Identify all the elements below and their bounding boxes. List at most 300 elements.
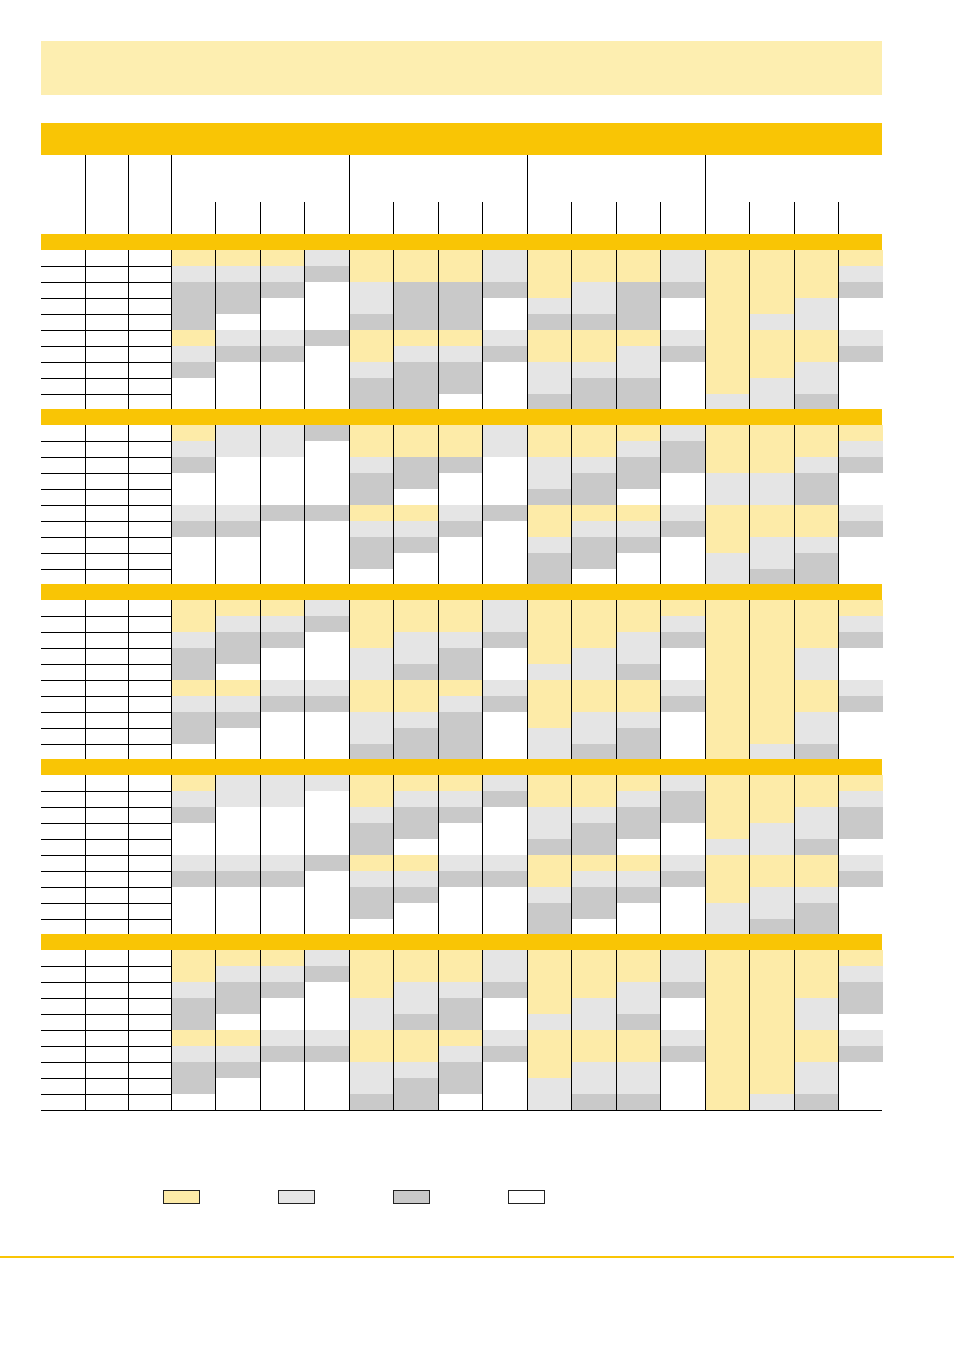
table-cell: [527, 537, 572, 553]
table-cell: [216, 887, 261, 903]
table-cell: [527, 966, 572, 982]
header-divider: [527, 155, 528, 234]
table-cell: [349, 823, 394, 839]
table-cell: [661, 1014, 706, 1030]
table-cell: [483, 537, 528, 553]
table-cell: [394, 457, 439, 473]
table-cell: [527, 855, 572, 871]
table-cell: [616, 871, 661, 887]
table-cell: [616, 330, 661, 346]
table-cell: [349, 919, 394, 935]
table-cell: [216, 839, 261, 855]
table-cell: [305, 1046, 350, 1062]
table-cell: [661, 346, 706, 362]
table-cell: [349, 553, 394, 569]
table-cell: [839, 1094, 884, 1110]
table-cell: [750, 1030, 795, 1046]
header-divider: [171, 155, 172, 234]
table-cell: [661, 266, 706, 282]
table-cell: [839, 394, 884, 410]
column-divider: [128, 250, 129, 410]
table-cell: [171, 473, 216, 489]
table-cell: [438, 473, 483, 489]
table-cell: [171, 775, 216, 791]
table-cell: [394, 1046, 439, 1062]
table-cell: [394, 330, 439, 346]
table-cell: [794, 553, 839, 569]
table-cell: [260, 1030, 305, 1046]
table-cell: [171, 632, 216, 648]
table-cell: [394, 553, 439, 569]
table-cell: [394, 346, 439, 362]
table-cell: [750, 553, 795, 569]
table-cell: [750, 1046, 795, 1062]
table-cell: [794, 1014, 839, 1030]
table-cell: [839, 1078, 884, 1094]
table-cell: [305, 950, 350, 966]
table-cell: [527, 616, 572, 632]
table-cell: [794, 457, 839, 473]
table-cell: [216, 1062, 261, 1078]
table-cell: [794, 1062, 839, 1078]
table-cell: [216, 871, 261, 887]
table-cell: [260, 855, 305, 871]
table-cell: [572, 1046, 617, 1062]
table-cell: [438, 887, 483, 903]
table-cell: [750, 966, 795, 982]
column-divider: [85, 250, 86, 410]
table-cell: [705, 298, 750, 314]
table-cell: [483, 457, 528, 473]
table-cell: [705, 887, 750, 903]
table-cell: [171, 441, 216, 457]
table-cell: [216, 950, 261, 966]
table-cell: [661, 505, 706, 521]
table-cell: [394, 887, 439, 903]
table-cell: [705, 250, 750, 266]
table-cell: [572, 839, 617, 855]
table-cell: [750, 887, 795, 903]
table-cell: [705, 807, 750, 823]
table-cell: [839, 791, 884, 807]
table-cell: [705, 362, 750, 378]
table-cell: [839, 966, 884, 982]
table-cell: [305, 823, 350, 839]
table-cell: [438, 950, 483, 966]
table-cell: [438, 839, 483, 855]
table-cell: [349, 903, 394, 919]
table-cell: [616, 569, 661, 585]
table-cell: [483, 998, 528, 1014]
table-cell: [527, 346, 572, 362]
title-banner: [41, 41, 882, 95]
table-cell: [839, 998, 884, 1014]
table-cell: [616, 903, 661, 919]
table-cell: [527, 473, 572, 489]
table-cell: [394, 282, 439, 298]
table-cell: [260, 330, 305, 346]
table-cell: [839, 982, 884, 998]
table-cell: [572, 632, 617, 648]
table-cell: [260, 744, 305, 760]
header-subdivider: [660, 202, 661, 234]
table-cell: [171, 425, 216, 441]
header-subdivider: [794, 202, 795, 234]
table-cell: [794, 839, 839, 855]
table-cell: [705, 982, 750, 998]
table-cell: [171, 537, 216, 553]
table-cell: [260, 473, 305, 489]
table-cell: [616, 1014, 661, 1030]
table-cell: [260, 521, 305, 537]
table-cell: [216, 489, 261, 505]
table-cell: [438, 791, 483, 807]
table-cell: [349, 521, 394, 537]
table-cell: [438, 998, 483, 1014]
table-cell: [171, 712, 216, 728]
table-cell: [438, 744, 483, 760]
table-cell: [794, 425, 839, 441]
table-cell: [216, 473, 261, 489]
table-cell: [527, 648, 572, 664]
table-cell: [661, 1046, 706, 1062]
table-cell: [616, 362, 661, 378]
table-cell: [305, 537, 350, 553]
table-cell: [438, 966, 483, 982]
table-cell: [794, 728, 839, 744]
table-cell: [260, 425, 305, 441]
table-cell: [616, 537, 661, 553]
table-cell: [305, 1062, 350, 1078]
table-cell: [616, 648, 661, 664]
table-cell: [572, 728, 617, 744]
table-cell: [616, 266, 661, 282]
table-cell: [216, 521, 261, 537]
table-cell: [705, 1062, 750, 1078]
table-cell: [349, 505, 394, 521]
table-cell: [572, 966, 617, 982]
table-cell: [661, 807, 706, 823]
table-cell: [260, 537, 305, 553]
table-cell: [616, 489, 661, 505]
table-cell: [705, 696, 750, 712]
table-cell: [260, 664, 305, 680]
table-cell: [438, 982, 483, 998]
table-cell: [305, 839, 350, 855]
table-cell: [572, 871, 617, 887]
table-cell: [839, 457, 884, 473]
table-cell: [260, 775, 305, 791]
table-cell: [394, 600, 439, 616]
table-cell: [839, 680, 884, 696]
table-cell: [305, 807, 350, 823]
table-cell: [839, 314, 884, 330]
table-cell: [616, 298, 661, 314]
table-cell: [661, 728, 706, 744]
table-cell: [349, 314, 394, 330]
table-cell: [394, 489, 439, 505]
table-cell: [483, 489, 528, 505]
table-cell: [483, 362, 528, 378]
table-cell: [438, 1030, 483, 1046]
table-cell: [750, 680, 795, 696]
table-cell: [305, 982, 350, 998]
table-cell: [216, 394, 261, 410]
header-divider: [85, 155, 86, 234]
table-cell: [260, 887, 305, 903]
table-cell: [171, 903, 216, 919]
table-cell: [394, 616, 439, 632]
table-cell: [839, 648, 884, 664]
table-cell: [216, 346, 261, 362]
table-cell: [483, 250, 528, 266]
table-cell: [260, 457, 305, 473]
table-cell: [216, 569, 261, 585]
table-cell: [527, 871, 572, 887]
table-cell: [527, 521, 572, 537]
table-cell: [394, 775, 439, 791]
legend-yellow-swatch: [163, 1190, 200, 1204]
table-cell: [572, 362, 617, 378]
column-divider: [128, 950, 129, 1110]
table-cell: [616, 712, 661, 728]
table-cell: [483, 1030, 528, 1046]
table-cell: [705, 1014, 750, 1030]
table-cell: [527, 903, 572, 919]
table-cell: [394, 791, 439, 807]
table-cell: [750, 998, 795, 1014]
table-cell: [171, 680, 216, 696]
table-cell: [438, 378, 483, 394]
table-cell: [661, 855, 706, 871]
table-cell: [260, 982, 305, 998]
table-cell: [260, 362, 305, 378]
table-cell: [705, 537, 750, 553]
table-cell: [750, 919, 795, 935]
table-cell: [438, 1078, 483, 1094]
table-cell: [661, 1062, 706, 1078]
table-cell: [616, 521, 661, 537]
table-cell: [705, 728, 750, 744]
table-cell: [794, 919, 839, 935]
table-cell: [750, 648, 795, 664]
table-cell: [438, 537, 483, 553]
table-cell: [483, 632, 528, 648]
table-cell: [794, 346, 839, 362]
table-cell: [750, 330, 795, 346]
table-cell: [260, 569, 305, 585]
table-cell: [705, 425, 750, 441]
table-cell: [616, 473, 661, 489]
table-cell: [616, 394, 661, 410]
table-cell: [171, 330, 216, 346]
table-cell: [572, 887, 617, 903]
header-subdivider: [304, 202, 305, 234]
table-cell: [394, 314, 439, 330]
table-cell: [794, 282, 839, 298]
table-cell: [438, 871, 483, 887]
table-cell: [171, 266, 216, 282]
table-cell: [394, 919, 439, 935]
table-cell: [616, 982, 661, 998]
table-cell: [661, 616, 706, 632]
table-cell: [750, 1062, 795, 1078]
table-cell: [171, 616, 216, 632]
table-cell: [527, 378, 572, 394]
table-cell: [305, 553, 350, 569]
table-cell: [572, 616, 617, 632]
table-cell: [661, 950, 706, 966]
table-cell: [305, 791, 350, 807]
table-cell: [171, 505, 216, 521]
table-cell: [349, 1014, 394, 1030]
table-cell: [438, 632, 483, 648]
table-cell: [572, 1030, 617, 1046]
section-bar: [41, 584, 882, 600]
table-cell: [394, 250, 439, 266]
table-cell: [171, 394, 216, 410]
table-cell: [572, 1062, 617, 1078]
table-cell: [394, 696, 439, 712]
table-cell: [216, 314, 261, 330]
table-cell: [438, 425, 483, 441]
table-cell: [572, 903, 617, 919]
table-cell: [572, 712, 617, 728]
table-cell: [572, 791, 617, 807]
table-cell: [750, 855, 795, 871]
table-cell: [483, 807, 528, 823]
table-cell: [349, 728, 394, 744]
table-cell: [572, 378, 617, 394]
table-cell: [305, 266, 350, 282]
table-cell: [216, 712, 261, 728]
table-cell: [750, 1078, 795, 1094]
table-cell: [705, 664, 750, 680]
table-cell: [616, 998, 661, 1014]
table-cell: [394, 1078, 439, 1094]
table-cell: [705, 569, 750, 585]
table-cell: [616, 1062, 661, 1078]
table-cell: [171, 1094, 216, 1110]
legend-light-gray-swatch: [278, 1190, 315, 1204]
table-cell: [794, 521, 839, 537]
table-cell: [171, 728, 216, 744]
table-cell: [572, 394, 617, 410]
table-cell: [572, 346, 617, 362]
table-cell: [839, 441, 884, 457]
table-cell: [661, 887, 706, 903]
table-cell: [171, 457, 216, 473]
table-cell: [527, 362, 572, 378]
table-cell: [839, 346, 884, 362]
table-cell: [438, 569, 483, 585]
table-cell: [572, 823, 617, 839]
table-cell: [216, 807, 261, 823]
table-cell: [750, 537, 795, 553]
section-bar: [41, 409, 882, 425]
table-cell: [216, 282, 261, 298]
table-cell: [527, 1094, 572, 1110]
table-cell: [483, 728, 528, 744]
table-cell: [216, 664, 261, 680]
table-cell: [216, 250, 261, 266]
table-cell: [750, 394, 795, 410]
table-cell: [305, 632, 350, 648]
table-cell: [794, 250, 839, 266]
table-cell: [216, 791, 261, 807]
table-cell: [839, 266, 884, 282]
table-cell: [616, 1078, 661, 1094]
table-cell: [171, 298, 216, 314]
table-cell: [216, 1030, 261, 1046]
table-cell: [661, 1094, 706, 1110]
table-cell: [750, 982, 795, 998]
footer-rule: [0, 1256, 954, 1258]
table-cell: [483, 600, 528, 616]
header-divider: [349, 155, 350, 234]
table-cell: [705, 441, 750, 457]
table-cell: [483, 441, 528, 457]
table-cell: [483, 744, 528, 760]
table-cell: [750, 505, 795, 521]
table-cell: [527, 314, 572, 330]
table-cell: [661, 1030, 706, 1046]
table-cell: [216, 553, 261, 569]
table-cell: [839, 521, 884, 537]
table-cell: [483, 839, 528, 855]
header-subdivider: [616, 202, 617, 234]
table-cell: [216, 1046, 261, 1062]
table-cell: [260, 346, 305, 362]
table-cell: [616, 282, 661, 298]
table-cell: [305, 473, 350, 489]
table-cell: [572, 473, 617, 489]
table-cell: [171, 314, 216, 330]
table-cell: [216, 632, 261, 648]
table-cell: [794, 950, 839, 966]
table-cell: [394, 537, 439, 553]
table-cell: [483, 712, 528, 728]
table-cell: [171, 553, 216, 569]
table-cell: [483, 871, 528, 887]
table-cell: [616, 728, 661, 744]
table-cell: [527, 569, 572, 585]
table-cell: [616, 600, 661, 616]
table-cell: [438, 489, 483, 505]
table-cell: [794, 903, 839, 919]
table-cell: [438, 330, 483, 346]
table-cell: [305, 903, 350, 919]
table-cell: [705, 903, 750, 919]
table-cell: [171, 664, 216, 680]
table-cell: [750, 266, 795, 282]
table-cell: [394, 1030, 439, 1046]
table-cell: [394, 982, 439, 998]
table-cell: [794, 648, 839, 664]
table-cell: [572, 282, 617, 298]
table-cell: [305, 330, 350, 346]
table-cell: [616, 346, 661, 362]
table-cell: [349, 1046, 394, 1062]
table-cell: [260, 314, 305, 330]
table-cell: [305, 998, 350, 1014]
table-cell: [750, 616, 795, 632]
table-cell: [394, 394, 439, 410]
table-cell: [216, 823, 261, 839]
table-cell: [171, 887, 216, 903]
table-cell: [527, 1030, 572, 1046]
table-cell: [394, 807, 439, 823]
